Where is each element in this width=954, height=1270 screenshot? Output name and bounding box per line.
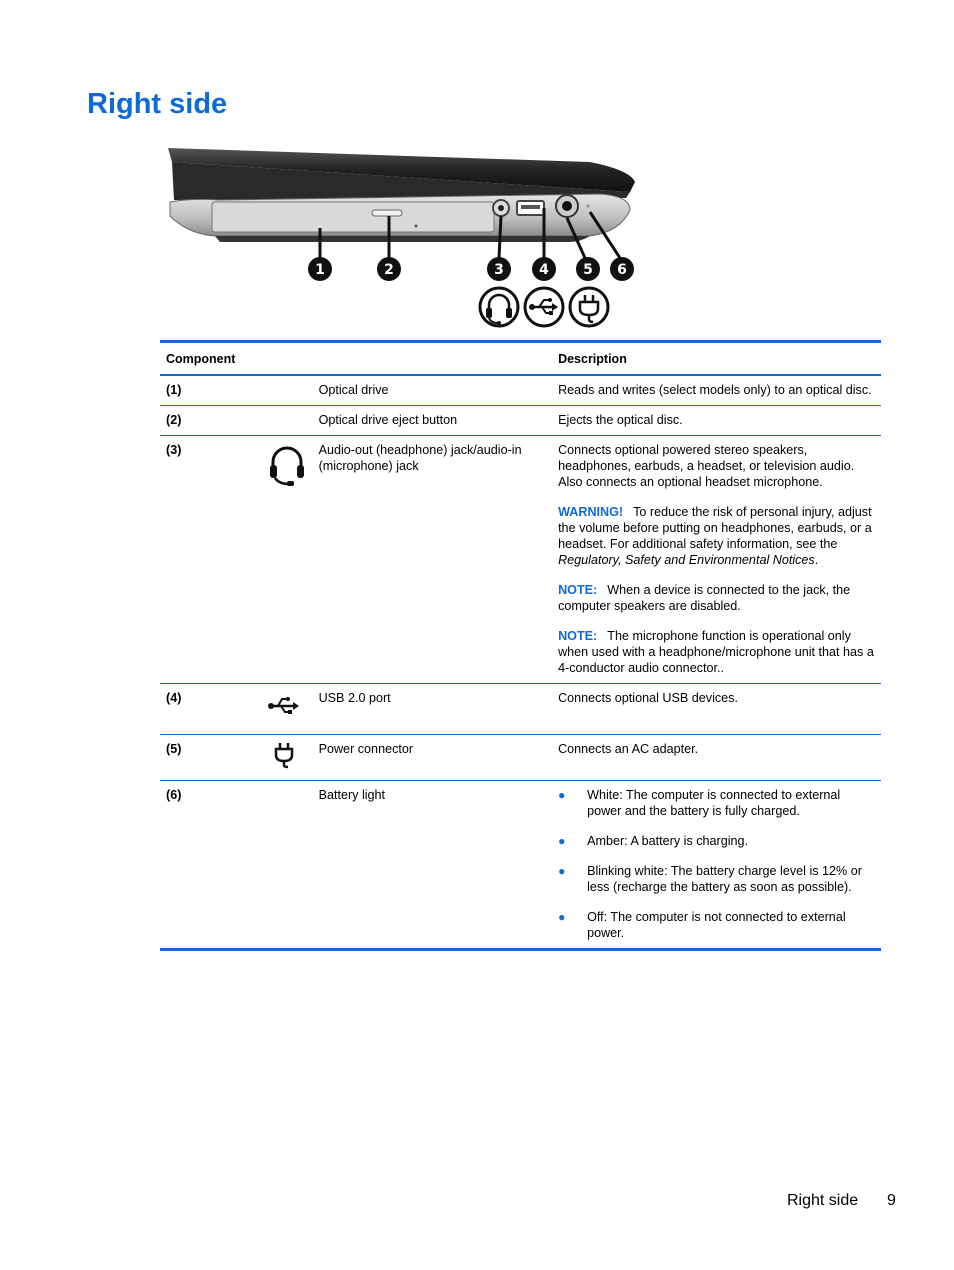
warning-label: WARNING! xyxy=(558,505,624,519)
optical-drive xyxy=(212,202,494,232)
table-row xyxy=(160,436,881,684)
components-table xyxy=(160,340,881,951)
headphone-icon xyxy=(267,444,307,488)
list-item: ● White: The computer is connected to external power and the battery is fully charged. xyxy=(558,788,841,818)
component-description: Ejects the optical disc. xyxy=(558,413,683,427)
callout-2 xyxy=(377,257,401,281)
laptop-bottom xyxy=(215,236,590,242)
list-item: ● Amber: A battery is charging. xyxy=(558,834,749,848)
table-row xyxy=(160,781,881,950)
component-name: USB 2.0 port xyxy=(318,691,391,705)
component-number: (1) xyxy=(166,383,182,397)
warning-paragraph: WARNING! To reduce the risk of personal injury, adjust the volume before putting on headphones, earbuds, or a headset. For additional safety information, see the Regulatory, Safety and Environmental Notices. xyxy=(558,505,872,567)
table-row xyxy=(160,684,881,735)
battery-light-states xyxy=(558,787,875,941)
optical-drive-led xyxy=(415,225,418,228)
component-name: Optical drive eject button xyxy=(318,413,458,427)
component-name: Power connector xyxy=(318,742,414,756)
note-paragraph xyxy=(558,628,875,676)
power-plug-icon xyxy=(570,288,608,326)
svg-text:6: 6 xyxy=(617,262,627,278)
svg-text:4: 4 xyxy=(539,262,549,278)
component-number: (3) xyxy=(166,443,182,457)
component-name: Audio-out (headphone) jack/audio-in (microphone) jack xyxy=(318,443,522,473)
list-item: ● Blinking white: The battery charge level is 12% or less (recharge the battery as soon as possible). xyxy=(558,864,862,894)
usb-icon xyxy=(267,692,301,716)
header-description: Description xyxy=(558,352,627,366)
callout-3 xyxy=(487,257,511,281)
component-number: (5) xyxy=(166,742,182,756)
component-description: Connects an AC adapter. xyxy=(558,742,699,756)
note-label: NOTE: xyxy=(558,583,598,597)
component-number: (2) xyxy=(166,413,182,427)
note-text: When a device is connected to the jack, the computer speakers are disabled. xyxy=(558,583,851,613)
component-number: (4) xyxy=(166,691,182,705)
callout-5 xyxy=(576,257,600,281)
page-number: 9 xyxy=(887,1192,896,1209)
note-label: NOTE: xyxy=(558,629,598,643)
laptop-right-side-illustration xyxy=(160,140,640,330)
component-number: (6) xyxy=(166,788,182,802)
power-plug-icon xyxy=(272,741,296,769)
component-description xyxy=(552,436,881,684)
note-text: The microphone function is operational only when used with a headphone/microphone unit that has a 4-conductor audio connector.. xyxy=(558,629,874,675)
svg-text:5: 5 xyxy=(583,262,593,278)
page-title: Right side xyxy=(87,88,228,120)
header-component: Component xyxy=(166,352,236,366)
callout-1 xyxy=(308,257,332,281)
table-row xyxy=(160,735,881,781)
footer-section-title: Right side xyxy=(787,1192,859,1209)
callout-markers xyxy=(308,257,634,281)
optical-drive-eject-button xyxy=(372,210,402,216)
component-description: Reads and writes (select models only) to an optical disc. xyxy=(558,383,872,397)
svg-text:2: 2 xyxy=(384,262,394,278)
callout-4 xyxy=(532,257,556,281)
note-paragraph xyxy=(558,582,875,614)
svg-text:1: 1 xyxy=(315,262,325,278)
component-description: Connects optional USB devices. xyxy=(558,691,738,705)
component-description xyxy=(552,781,881,950)
table-row xyxy=(160,406,881,436)
table-row xyxy=(160,375,881,406)
list-item: ● Off: The computer is not connected to external power. xyxy=(558,910,846,940)
component-name: Optical drive xyxy=(318,383,389,397)
svg-text:3: 3 xyxy=(494,262,504,278)
table-header-row xyxy=(160,342,881,376)
component-name: Battery light xyxy=(318,788,386,802)
description-text: Connects optional powered stereo speakers, headphones, earbuds, a headset, or television audio. Also connects an optional headset microphone. xyxy=(558,443,855,489)
battery-light-led xyxy=(586,204,589,207)
usb-icon xyxy=(525,288,563,326)
headphone-icon xyxy=(480,288,518,326)
warning-text: To reduce the risk of personal injury, adjust the volume before putting on headphones, earbuds, or a headset. For additional safety information, see the xyxy=(558,505,872,551)
warning-reference: Regulatory, Safety and Environmental Notices xyxy=(558,553,815,567)
callout-6 xyxy=(610,257,634,281)
